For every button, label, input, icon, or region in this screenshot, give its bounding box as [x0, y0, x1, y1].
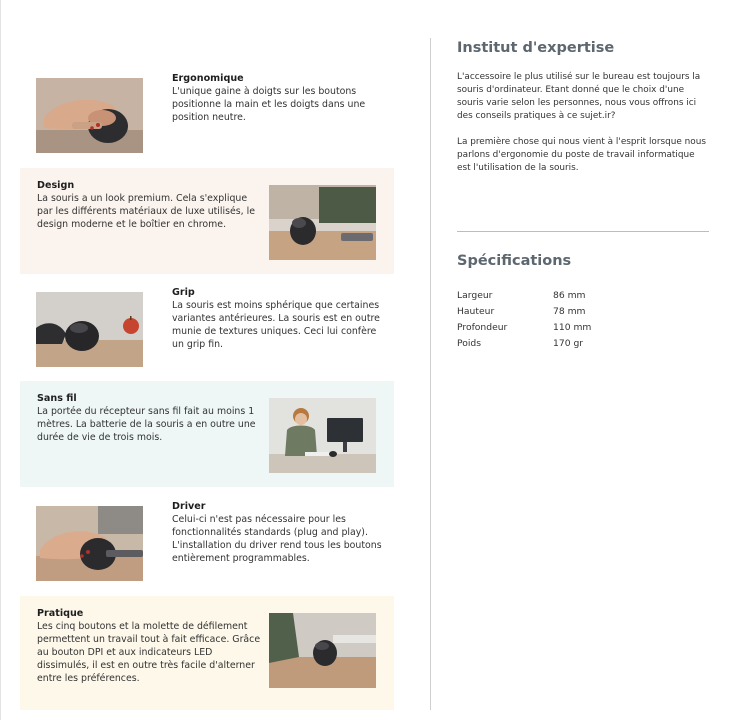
feature-photo-pratique: [269, 613, 376, 688]
column-divider: [430, 38, 431, 710]
feature-body: La souris est moins sphérique que certaines variantes antérieures. La souris est en outre munie de textures uniques. Ceci lui confère un grip fin.: [172, 300, 380, 351]
spec-label: Poids: [457, 338, 482, 349]
spec-row: [457, 304, 591, 320]
feature-pratique: [20, 596, 394, 710]
spec-label: Largeur: [457, 290, 493, 301]
spec-value: 86 mm: [553, 290, 586, 301]
feature-ergonomique: [20, 66, 394, 162]
spec-row: [457, 336, 591, 352]
spec-label: Profondeur: [457, 322, 508, 333]
expertise-paragraph: La première chose qui nous vient à l'esprit lorsque nous parlons d'ergonomie du poste de travail informatique est l'utilisation de la souris.: [457, 137, 706, 173]
feature-photo-design: [269, 185, 376, 260]
feature-sans-fil: [20, 381, 394, 487]
feature-body: La portée du récepteur sans fil fait au moins 1 mètres. La batterie de la souris a en outre une durée de vie de trois mois.: [37, 406, 256, 444]
feature-photo-driver: [36, 506, 143, 581]
feature-title: Grip: [172, 287, 195, 298]
section-divider: [457, 231, 709, 232]
specs-title: Spécifications: [457, 253, 572, 269]
feature-photo-sans-fil: [269, 398, 376, 473]
feature-body: L'unique gaine à doigts sur les boutons positionne la main et les doigts dans une position neutre.: [172, 86, 366, 124]
feature-design: [20, 168, 394, 274]
feature-title: Sans fil: [37, 393, 77, 404]
feature-grip: [20, 280, 394, 376]
feature-driver: [20, 494, 394, 590]
page-edge: [0, 0, 1, 720]
features-column: [20, 0, 394, 720]
spec-label: Hauteur: [457, 306, 495, 317]
feature-title: Pratique: [37, 608, 84, 619]
feature-body: La souris a un look premium. Cela s'explique par les différents matériaux de luxe utilisés, le design moderne et le boîtier en chrome.: [37, 193, 255, 231]
specs-table: [457, 288, 591, 352]
feature-photo-ergonomique: [36, 78, 143, 153]
feature-body: Celui-ci n'est pas nécessaire pour les fonctionnalités standards (plug and play). L'installation du driver rend tous les boutons entièrement programmables.: [172, 514, 382, 565]
spec-value: 78 mm: [553, 306, 586, 317]
expertise-title: Institut d'expertise: [457, 40, 615, 56]
spec-row: [457, 320, 591, 336]
spec-value: 110 mm: [553, 322, 592, 333]
feature-title: Design: [37, 180, 75, 191]
feature-body: Les cinq boutons et la molette de défilement permettent un travail tout à fait efficace. Grâce au bouton DPI et aux indicateurs LED dissimulés, il est en outre très facile d'alterner entre les préférences.: [37, 621, 261, 685]
feature-title: Driver: [172, 501, 206, 512]
feature-photo-grip: [36, 292, 143, 367]
spec-row: [457, 288, 591, 304]
spec-value: 170 gr: [553, 338, 584, 349]
expertise-paragraph: L'accessoire le plus utilisé sur le bureau est toujours la souris d'ordinateur. Etant donné que le choix d'une souris varie selon les personnes, nous vous offrons ici des conseils pratiques à ce sujet.ir?: [457, 72, 701, 121]
feature-title: Ergonomique: [172, 73, 244, 84]
